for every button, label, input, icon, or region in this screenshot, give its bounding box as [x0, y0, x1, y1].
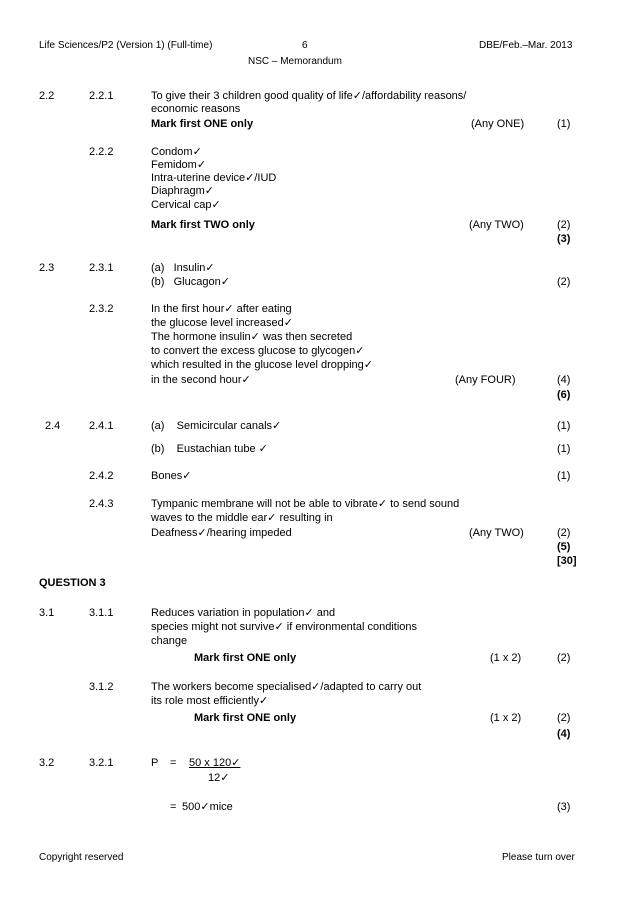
any-count: (Any FOUR): [455, 374, 516, 386]
footer-copyright: Copyright reserved: [39, 852, 124, 863]
answer-line: to convert the excess glucose to glycogen✓: [151, 345, 365, 357]
any-count: (1 x 2): [490, 712, 522, 724]
answer-line: To give their 3 children good quality of life✓/affordability reasons/: [151, 90, 467, 102]
mark: (2): [557, 652, 571, 664]
mark: (4): [557, 374, 571, 386]
subquestion-number: 2.4.3: [89, 498, 114, 510]
answer-line: the glucose level increased✓: [151, 317, 293, 329]
mark: (1): [557, 443, 571, 455]
answer-line: Diaphragm✓: [151, 185, 215, 197]
footer-turn-over: Please turn over: [502, 852, 575, 863]
subquestion-number: 3.2.1: [89, 757, 114, 769]
header-exam-date: DBE/Feb.–Mar. 2013: [479, 40, 573, 51]
question-number: 3.2: [39, 757, 55, 769]
answer-line: Condom✓: [151, 146, 202, 158]
mark: (2): [557, 219, 571, 231]
answer-line: Reduces variation in population✓ and: [151, 607, 336, 619]
mark: (2): [557, 276, 571, 288]
answer-line: Tympanic membrane will not be able to vibrate✓ to send sound: [151, 498, 460, 510]
any-count: (1 x 2): [490, 652, 522, 664]
subquestion-number: 2.3.1: [89, 262, 114, 274]
question-number: 2.4: [45, 420, 61, 432]
answer-line: waves to the middle ear✓ resulting in: [151, 512, 333, 524]
subquestion-number: 2.4.2: [89, 470, 114, 482]
answer-line: Femidom✓: [151, 159, 207, 171]
any-count: (Any TWO): [469, 219, 524, 231]
answer-line: (b) Glucagon✓: [151, 276, 230, 288]
answer-line: The workers become specialised✓/adapted to carry out: [151, 681, 422, 693]
marking-rule: Mark first TWO only: [151, 219, 255, 231]
answer-line: (a) Insulin✓: [151, 262, 215, 274]
subquestion-number: 2.3.2: [89, 303, 114, 315]
answer-line: which resulted in the glucose level dropping✓: [151, 359, 374, 371]
answer-line: in the second hour✓: [151, 374, 251, 386]
answer-line: Cervical cap✓: [151, 199, 221, 211]
mark: (2): [557, 712, 571, 724]
formula-variable: P: [151, 757, 159, 769]
subtotal-mark: (5): [557, 541, 571, 553]
formula-denominator: 12✓: [208, 772, 230, 784]
mark: (1): [557, 118, 571, 130]
header-page-number: 6: [302, 40, 308, 51]
marking-rule: Mark first ONE only: [194, 712, 297, 724]
subquestion-number: 2.2.2: [89, 146, 114, 158]
answer-line: economic reasons: [151, 103, 241, 115]
answer-line: change: [151, 635, 188, 647]
header-memorandum: NSC – Memorandum: [248, 56, 342, 67]
formula-equals: =: [170, 757, 177, 769]
mark: (1): [557, 420, 571, 432]
mark: (1): [557, 470, 571, 482]
answer-line: Intra-uterine device✓/IUD: [151, 172, 277, 184]
question-number: 3.1: [39, 607, 55, 619]
subquestion-number: 3.1.1: [89, 607, 114, 619]
answer-line: Deafness✓/hearing impeded: [151, 527, 292, 539]
question-number: 2.2: [39, 90, 55, 102]
subquestion-number: 2.2.1: [89, 90, 114, 102]
subtotal-mark: (6): [557, 389, 571, 401]
subtotal-mark: (4): [557, 728, 571, 740]
question-number: 2.3: [39, 262, 55, 274]
answer-line: Bones✓: [151, 470, 192, 482]
subquestion-number: 2.4.1: [89, 420, 114, 432]
formula-numerator: 50 x 120✓: [189, 757, 241, 769]
subquestion-number: 3.1.2: [89, 681, 114, 693]
marking-rule: Mark first ONE only: [194, 652, 297, 664]
answer-line: species might not survive✓ if environmental conditions: [151, 621, 418, 633]
subtotal-mark: (3): [557, 233, 571, 245]
answer-line: its role most efficiently✓: [151, 695, 269, 707]
formula-equals: =: [170, 801, 177, 813]
mark: (3): [557, 801, 571, 813]
question-total-mark: [30]: [557, 555, 577, 567]
formula-result: 500✓mice: [182, 801, 233, 813]
any-count: (Any TWO): [469, 527, 524, 539]
answer-line: (a) Semicircular canals✓: [151, 420, 282, 432]
answer-line: In the first hour✓ after eating: [151, 303, 292, 315]
question-heading: QUESTION 3: [39, 577, 106, 589]
answer-line: (b) Eustachian tube ✓: [151, 443, 268, 455]
mark: (2): [557, 527, 571, 539]
answer-line: The hormone insulin✓ was then secreted: [151, 331, 353, 343]
any-count: (Any ONE): [471, 118, 525, 130]
marking-rule: Mark first ONE only: [151, 118, 254, 130]
header-subject: Life Sciences/P2 (Version 1) (Full-time): [39, 40, 213, 51]
